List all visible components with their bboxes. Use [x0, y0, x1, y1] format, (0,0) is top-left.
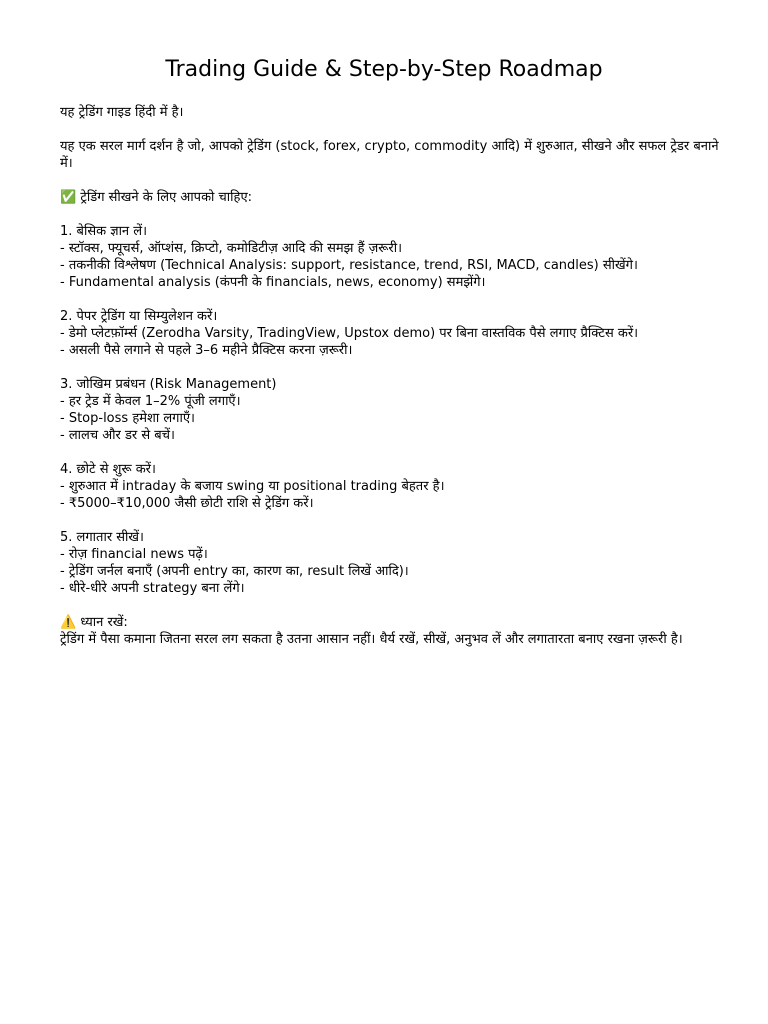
paragraph-gap — [60, 121, 720, 138]
paragraph-gap — [60, 597, 720, 614]
section-heading: 4. छोटे से शुरू करें। — [60, 462, 156, 477]
section-5 — [60, 529, 720, 597]
section-heading: 2. पेपर ट्रेडिंग या सिम्युलेशन करें। — [60, 309, 218, 324]
intro-paragraph: यह एक सरल मार्ग दर्शन है जो, आपको ट्रेडिंग (stock, forex, crypto, commodity आदि) में शुरुआत, सीखने और सफल ट्रेडर बनाने में। — [60, 139, 719, 171]
section-item: - ₹5000–₹10,000 जैसी छोटी राशि से ट्रेडिंग करें। — [60, 496, 314, 511]
intro-heading: यह ट्रेडिंग गाइड हिंदी में है। — [60, 105, 184, 120]
section-item: - डेमो प्लेटफ़ॉर्म्स (Zerodha Varsity, TradingView, Upstox demo) पर बिना वास्तविक पैसे लगाए प्रैक्टिस करें। — [60, 326, 639, 341]
document-title: Trading Guide & Step-by-Step Roadmap — [165, 57, 603, 82]
warning-heading: ⚠️ ध्यान रखें: — [60, 615, 128, 630]
section-item: - धीरे-धीरे अपनी strategy बना लेंगे। — [60, 581, 245, 596]
section-item: - तकनीकी विश्लेषण (Technical Analysis: support, resistance, trend, RSI, MACD, candles) सीखेंगे। — [60, 258, 638, 273]
warning-section — [60, 614, 720, 648]
paragraph-gap — [60, 444, 720, 461]
paragraph-gap — [60, 206, 720, 223]
section-item: - Stop-loss हमेशा लगाएँ। — [60, 411, 195, 426]
paragraph-gap — [60, 359, 720, 376]
steps-intro: ✅ ट्रेडिंग सीखने के लिए आपको चाहिए: — [60, 190, 253, 205]
section-item: - लालच और डर से बचें। — [60, 428, 175, 443]
section-4 — [60, 461, 720, 512]
section-2 — [60, 308, 720, 359]
warning-text: ट्रेडिंग में पैसा कमाना जितना सरल लग सकता है उतना आसान नहीं। धैर्य रखें, सीखें, अनुभव लें और लगातारता बनाए रखना ज़रूरी है। — [60, 632, 683, 647]
section-item: - असली पैसे लगाने से पहले 3–6 महीने प्रैक्टिस करना ज़रूरी। — [60, 343, 353, 358]
paragraph-gap — [60, 172, 720, 189]
document-body — [60, 104, 720, 648]
section-3 — [60, 376, 720, 444]
section-heading: 3. जोखिम प्रबंधन (Risk Management) — [60, 377, 277, 392]
section-heading: 5. लगातार सीखें। — [60, 530, 144, 545]
section-item: - ट्रेडिंग जर्नल बनाएँ (अपनी entry का, कारण का, result लिखें आदि)। — [60, 564, 409, 579]
section-item: - हर ट्रेड में केवल 1–2% पूंजी लगाएँ। — [60, 394, 241, 409]
section-item: - रोज़ financial news पढ़ें। — [60, 547, 208, 562]
paragraph-gap — [60, 291, 720, 308]
section-item: - Fundamental analysis (कंपनी के financials, news, economy) समझेंगे। — [60, 275, 486, 290]
section-heading: 1. बेसिक ज्ञान लें। — [60, 224, 148, 239]
section-1 — [60, 223, 720, 291]
section-item: - शुरुआत में intraday के बजाय swing या positional trading बेहतर है। — [60, 479, 445, 494]
section-item: - स्टॉक्स, फ्यूचर्स, ऑप्शंस, क्रिप्टो, कमोडिटीज़ आदि की समझ हैं ज़रूरी। — [60, 241, 402, 256]
paragraph-gap — [60, 512, 720, 529]
